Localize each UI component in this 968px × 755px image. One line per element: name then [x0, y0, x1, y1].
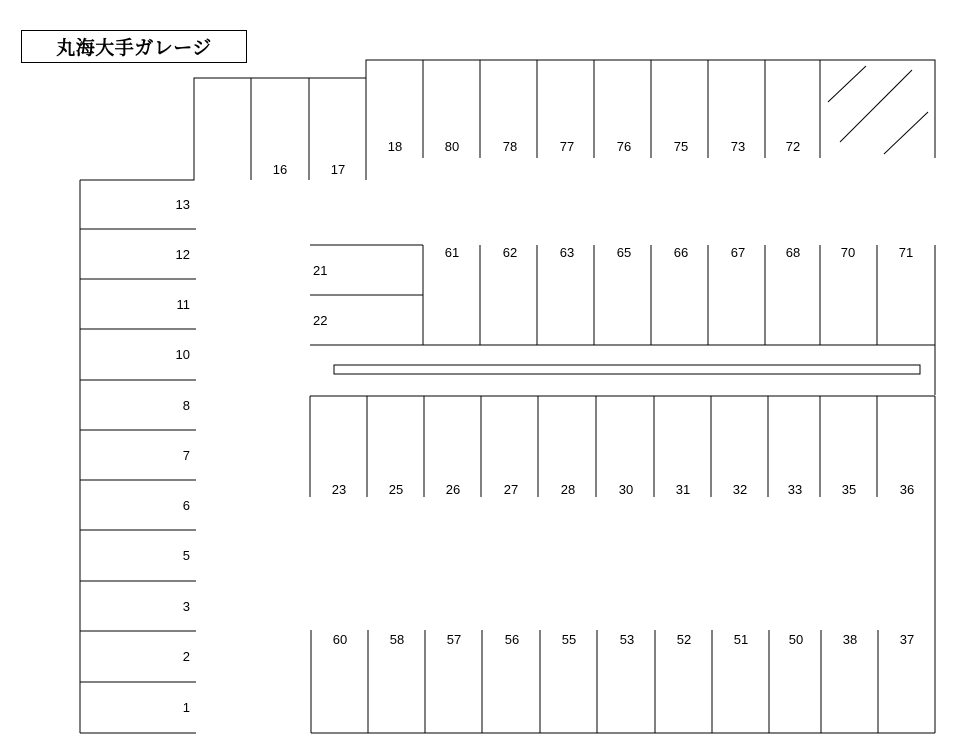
- space-label: 11: [176, 297, 190, 312]
- hatched-unavailable-space: [828, 66, 928, 154]
- space-label: 13: [175, 197, 190, 212]
- space-label: 68: [785, 245, 801, 260]
- median-strip: [310, 345, 935, 395]
- space-label: 37: [899, 632, 915, 647]
- space-label: 65: [616, 245, 632, 260]
- space-label: 61: [444, 245, 460, 260]
- space-label: 62: [502, 245, 518, 260]
- space-label: 75: [673, 139, 689, 154]
- space-label: 50: [788, 632, 804, 647]
- space-label: 51: [733, 632, 749, 647]
- space-label: 58: [389, 632, 405, 647]
- space-label: 16: [272, 162, 288, 177]
- page-title: 丸海大手ガレージ: [21, 30, 247, 63]
- space-label: 33: [787, 482, 803, 497]
- space-label: 12: [175, 247, 190, 262]
- space-label: 8: [182, 398, 190, 413]
- space-label: 31: [675, 482, 691, 497]
- middle-upper-block: [310, 245, 935, 345]
- space-label: 38: [842, 632, 858, 647]
- space-label: 26: [445, 482, 461, 497]
- space-label: 80: [444, 139, 460, 154]
- space-label: 35: [841, 482, 857, 497]
- space-label: 72: [785, 139, 801, 154]
- space-label: 78: [502, 139, 518, 154]
- space-label: 28: [560, 482, 576, 497]
- space-label: 5: [182, 548, 190, 563]
- space-label: 55: [561, 632, 577, 647]
- space-label: 23: [331, 482, 347, 497]
- space-label: 53: [619, 632, 635, 647]
- middle-lower-block: [310, 396, 935, 733]
- space-label: 73: [730, 139, 746, 154]
- space-label: 1: [182, 700, 190, 715]
- space-label: 27: [503, 482, 519, 497]
- space-label: 3: [182, 599, 190, 614]
- left-column-labels: [176, 197, 190, 715]
- space-label: 71: [898, 245, 914, 260]
- space-label: 36: [899, 482, 915, 497]
- space-label: 6: [182, 498, 190, 513]
- space-label: 22: [313, 313, 328, 328]
- bottom-labels: [333, 632, 914, 647]
- space-label: 77: [559, 139, 575, 154]
- space-label: 67: [730, 245, 746, 260]
- space-label: 63: [559, 245, 575, 260]
- space-label: 57: [446, 632, 462, 647]
- space-label: 2: [182, 649, 190, 664]
- space-label: 21: [313, 263, 328, 278]
- middle-upper-labels: [445, 245, 913, 260]
- space-label: 7: [182, 448, 190, 463]
- space-label: 32: [732, 482, 748, 497]
- space-label: 17: [330, 162, 346, 177]
- space-label: 60: [332, 632, 348, 647]
- middle-lower-labels: [332, 482, 914, 497]
- space-label: 56: [504, 632, 520, 647]
- top-outline: [80, 60, 935, 180]
- space-label: 25: [388, 482, 404, 497]
- space-label: 66: [673, 245, 689, 260]
- space-label: 30: [618, 482, 634, 497]
- space-label: 76: [616, 139, 632, 154]
- space-label: 18: [387, 139, 403, 154]
- space-label: 70: [840, 245, 856, 260]
- space-label: 10: [175, 347, 190, 362]
- space-label: 52: [676, 632, 692, 647]
